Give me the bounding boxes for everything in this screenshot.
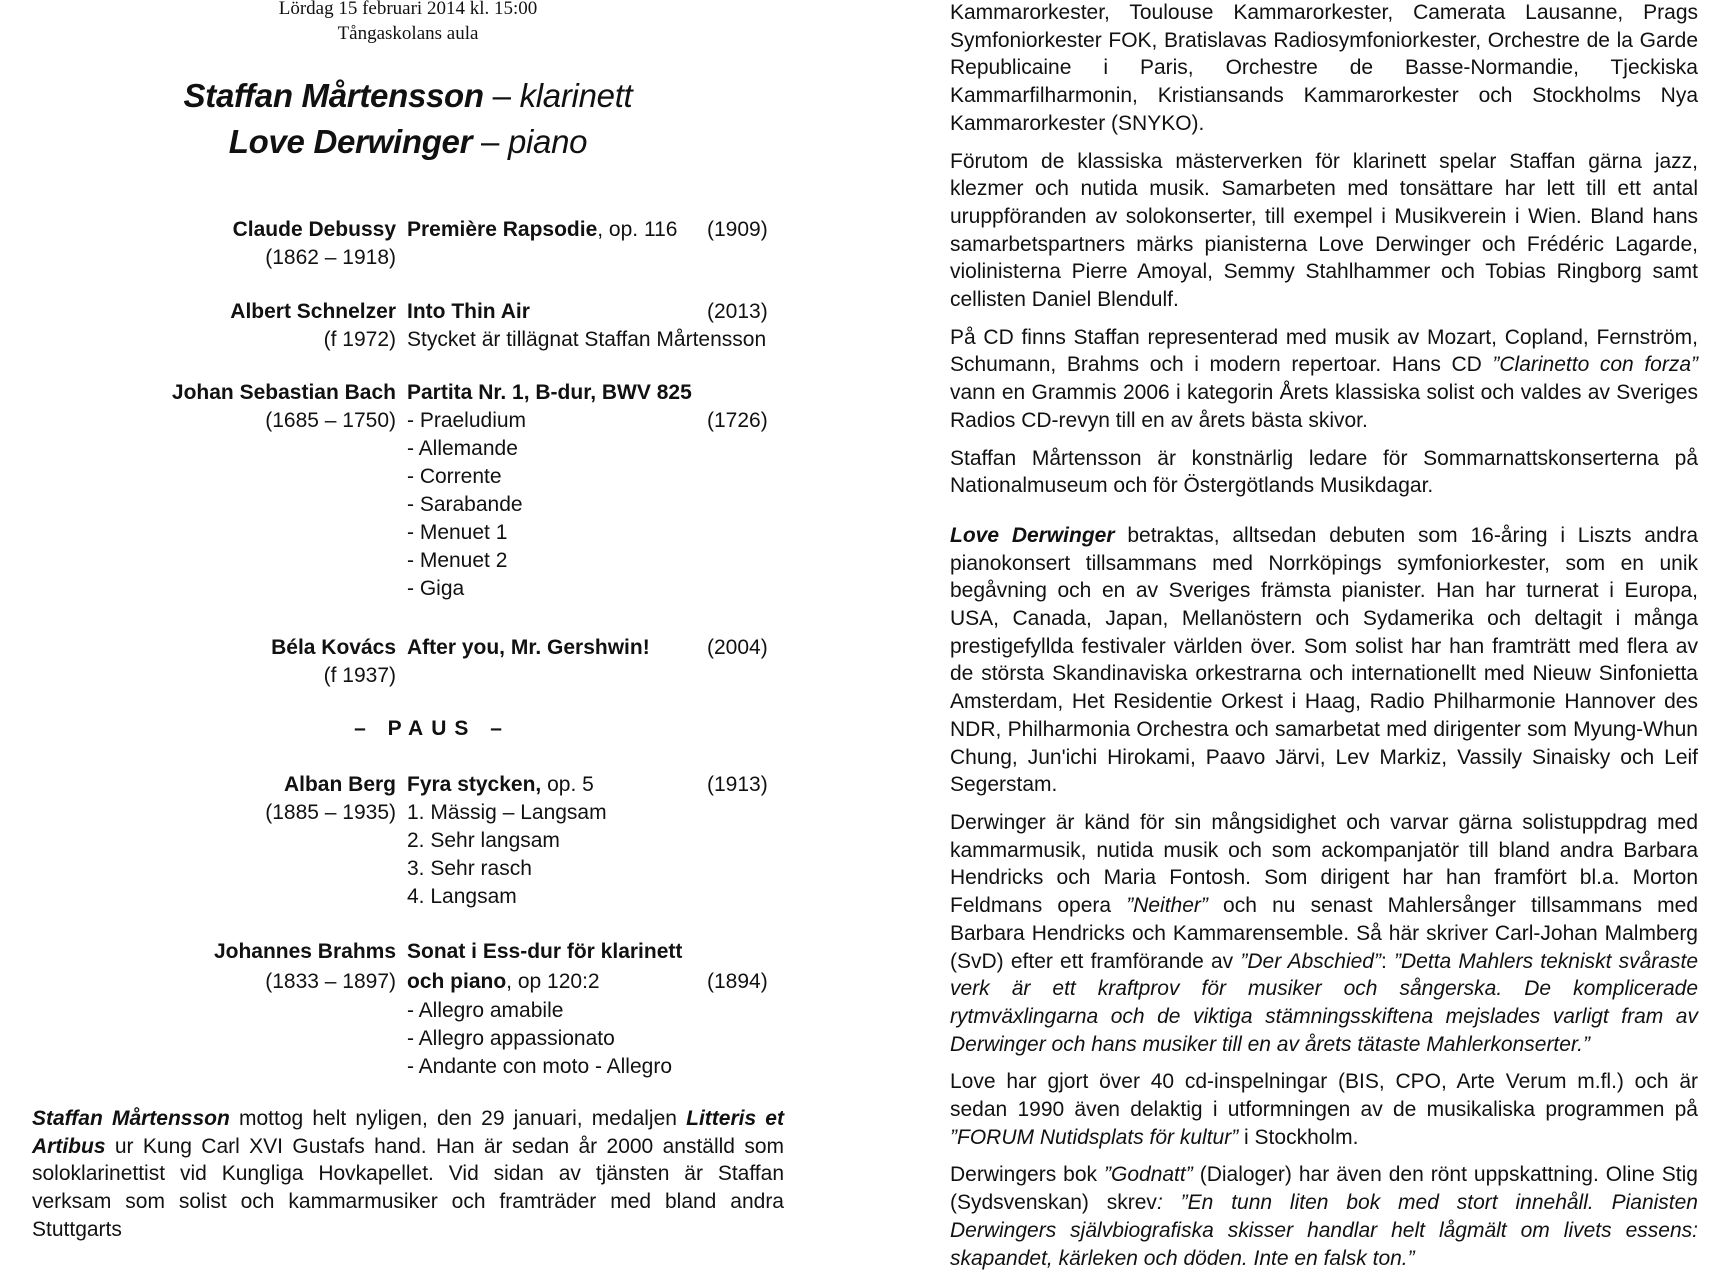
- movement: - Allegro appassionato: [407, 1027, 615, 1050]
- bio-paragraph-3: [950, 324, 1698, 435]
- work-title-text: och piano: [407, 970, 507, 993]
- work-year: (1909): [707, 218, 768, 241]
- movement: - Menuet 1: [407, 521, 508, 544]
- bio-paragraph-4: Staffan Mårtensson är konstnärlig ledare för Sommarnattskonserterna på Nationalmuseum och för Östergötlands Musikdagar.: [950, 446, 1698, 498]
- work-title-text: Fyra stycken,: [407, 773, 542, 796]
- bio-text: vann en Grammis 2006 i kategorin Årets klassiska solist och valdes av Sveriges Radios CD-revyn till en av årets bästa skivor.: [950, 381, 1698, 432]
- performer-name: Love Derwinger: [228, 123, 473, 160]
- work-opus: , op 120:2: [506, 970, 600, 993]
- composer-years: (1833 – 1897): [265, 970, 396, 993]
- medal-name: Litteris et Artibus: [32, 1107, 784, 1158]
- opera-title: ”Neither”: [1126, 894, 1208, 918]
- work-title: [407, 771, 594, 799]
- performer-dash: –: [483, 77, 520, 114]
- work-title: Sonat i Ess-dur för klarinett: [407, 940, 683, 963]
- bio-paragraph-2: Förutom de klassiska mästerverken för klarinett spelar Staffan gärna jazz, klezmer och nutida musik. Samarbeten med tonsättare har lett till ett antal uruppföranden av solokonserter, till exempel i Musikverein i Wien. Bland hans samarbetspartners märks pianisterna Love Derwinger och Frédéric Lagarde, violinisterna Pierre Amoyal, Semmy Stahlhammer och Tobias Ringborg samt cellisten Daniel Blendulf.: [950, 149, 1698, 312]
- composer-years: (1885 – 1935): [265, 801, 396, 824]
- bio-name: Love Derwinger: [950, 523, 1115, 547]
- work-title: [407, 216, 677, 244]
- bio-text: Derwinger är känd för sin mångsidighet och varvar gärna solistuppdrag med kammarmusik, nutida musik och som ackompanjatör till bland andra Barbara Hendricks och Maria Fontosh. Som dirigent har han framfört bl.a. Morton Feldmans opera: [950, 810, 1698, 918]
- composer-name: Alban Berg: [283, 773, 396, 796]
- bio-text: (Dialoger) har även den rönt uppskattning. Oline Stig (Sydsvenskan) skrev: [950, 1163, 1698, 1215]
- concert-venue: Tångaskolans aula: [337, 23, 479, 44]
- program-series-title: ”FORUM Nutidsplats för kultur”: [950, 1125, 1239, 1149]
- bio-text: och nu senast Mahlersånger tillsammans med Barbara Hendricks och Kammarensemble. Så här skriver Carl-Johan Malmberg (SvD) efter ett framförande av: [950, 894, 1698, 973]
- work-title: ”Der Abschied”: [1240, 949, 1381, 973]
- composer-name: Claude Debussy: [232, 218, 396, 241]
- composer-years: (f 1937): [323, 664, 396, 687]
- work-year: (2013): [707, 300, 768, 323]
- composer-name: Johannes Brahms: [213, 940, 396, 963]
- bio-text: betraktas, alltsedan debuten som 16-åring i Liszts andra pianokonsert tillsammans med Norrköpings symfoniorkester, som en unik begåvning och en av Sveriges främsta pianister. Han har turnerat i Europa, USA, Canada, Japan, Mellanöstern och Sydamerika och deltagit i många prestigefyllda festivaler världen över. Som solist har han framträtt med flera av de största Skandinaviska orkestrarna och internationellt med Nieuw Sinfonietta Amsterdam, Het Residentie Orkest i Haag, Radio Philharmonie Hannover des NDR, Philharmonia Orchestra och samarbetat med dirigenter som Myung-Whun Chung, Jun'ichi Hirokami, Paavo Järvi, Lev Markiz, Vassily Sinaisky och Leif Segerstam.: [950, 523, 1698, 797]
- movement: - Sarabande: [407, 493, 523, 516]
- performer-instrument: piano: [507, 123, 588, 160]
- movement: 4. Langsam: [407, 885, 517, 908]
- work-title: After you, Mr. Gershwin!: [407, 636, 650, 659]
- performer-clarinet: [32, 76, 784, 116]
- movement: 1. Mässig – Langsam: [407, 801, 607, 824]
- bio-paragraph-7: [950, 1068, 1698, 1151]
- composer-name: Albert Schnelzer: [230, 300, 396, 323]
- movement: - Allemande: [407, 437, 518, 460]
- concert-date: Lördag 15 februari 2014 kl. 15:00: [278, 0, 538, 19]
- bio-text: :: [1380, 949, 1395, 973]
- bio-paragraph-6: [950, 809, 1698, 1058]
- bio-text: mottog helt nyligen, den 29 januari, medaljen: [229, 1107, 687, 1130]
- bio-text: Derwingers bok: [950, 1163, 1105, 1187]
- movement: 2. Sehr langsam: [407, 829, 560, 852]
- bio-name: Staffan Mårtensson: [32, 1107, 230, 1130]
- cd-title: ”Clarinetto con forza”: [1492, 353, 1699, 377]
- performer-name: Staffan Mårtensson: [183, 77, 484, 114]
- bio-paragraph-1: Kammarorkester, Toulouse Kammarorkester, Camerata Lausanne, Prags Symfoniorkester FOK, Bratislavas Radiosymfoniorkester, Orchestre de la Garde Republicaine i Paris, Orchestre de Basse-Normandie, Tjeckiska Kammarfilharmonin, Kristiansands Kammarorkester och Stockholms Nya Kammarorkester (SNYKO).: [950, 1, 1698, 135]
- bio-text: På CD finns Staffan representerad med musik av Mozart, Copland, Fernström, Schumann, Brahms och i modern repertoar. Hans CD: [950, 325, 1698, 377]
- composer-years: (1685 – 1750): [265, 409, 396, 432]
- performer-instrument: klarinett: [519, 77, 633, 114]
- bio-text: i Stockholm.: [1238, 1125, 1359, 1149]
- work-dedication: Stycket är tillägnat Staffan Mårtensson: [407, 328, 767, 351]
- composer-years: (f 1972): [323, 328, 396, 351]
- movement: 3. Sehr rasch: [407, 857, 532, 880]
- work-title: Into Thin Air: [407, 300, 530, 323]
- composer-name: Johan Sebastian Bach: [171, 381, 396, 404]
- movement: - Praeludium: [407, 409, 527, 432]
- review-quote: : ”En tunn liten bok med stort innehåll. Pianisten Derwingers självbiografiska skisser handlar helt lågmält om livets essens: skapandet, kärleken och döden. Inte en falsk ton.”: [950, 1191, 1698, 1270]
- composer-name: Béla Kovács: [271, 636, 396, 659]
- work-title: Partita Nr. 1, B-dur, BWV 825: [407, 381, 692, 404]
- review-quote: ”Detta Mahlers tekniskt svåraste verk är ett kraftprov för musiker och sångerska. De komplicerade rytmväxlingarna och de viktiga stämningsskiftena mejslades varligt fram av Derwinger och hans musiker till en av årets tätaste Mahlerkonserter.”: [950, 949, 1699, 1056]
- movement: - Allegro amabile: [407, 999, 564, 1022]
- bio-martensson-intro: [32, 1105, 784, 1244]
- bio-paragraph-8: [950, 1161, 1698, 1272]
- work-title-text: Première Rapsodie: [407, 218, 598, 241]
- work-opus: , op. 116: [597, 218, 678, 241]
- work-year: (2004): [707, 636, 768, 659]
- work-opus: op. 5: [541, 773, 594, 796]
- bio-text: ur Kung Carl XVI Gustafs hand. Han är sedan år 2000 anställd som soloklarinettist vid Kungliga Hovkapellet. Vid sidan av tjänsten är Staffan verksam som solist och kammarmusiker och framträder med bland andra Stuttgarts: [32, 1134, 784, 1241]
- work-year: (1726): [707, 409, 768, 432]
- movement: - Corrente: [407, 465, 502, 488]
- movement: - Giga: [407, 577, 465, 600]
- work-title-line2: [407, 968, 600, 996]
- composer-years: (1862 – 1918): [265, 246, 396, 269]
- work-year: (1894): [707, 970, 768, 993]
- intermission-label: – PAUS –: [354, 717, 510, 740]
- bio-text: Love har gjort över 40 cd-inspelningar (BIS, CPO, Arte Verum m.fl.) och är sedan 1990 även delaktig i utformningen av de musikaliska programmen på: [950, 1070, 1698, 1122]
- performer-piano: [32, 122, 784, 162]
- book-title: ”Godnatt”: [1104, 1163, 1193, 1187]
- movement: - Andante con moto - Allegro: [407, 1055, 672, 1078]
- bio-derwinger-intro: [950, 522, 1698, 799]
- biography-column: [950, 0, 1698, 1282]
- performer-dash: –: [472, 123, 508, 160]
- work-year: (1913): [707, 773, 768, 796]
- movement: - Menuet 2: [407, 549, 508, 572]
